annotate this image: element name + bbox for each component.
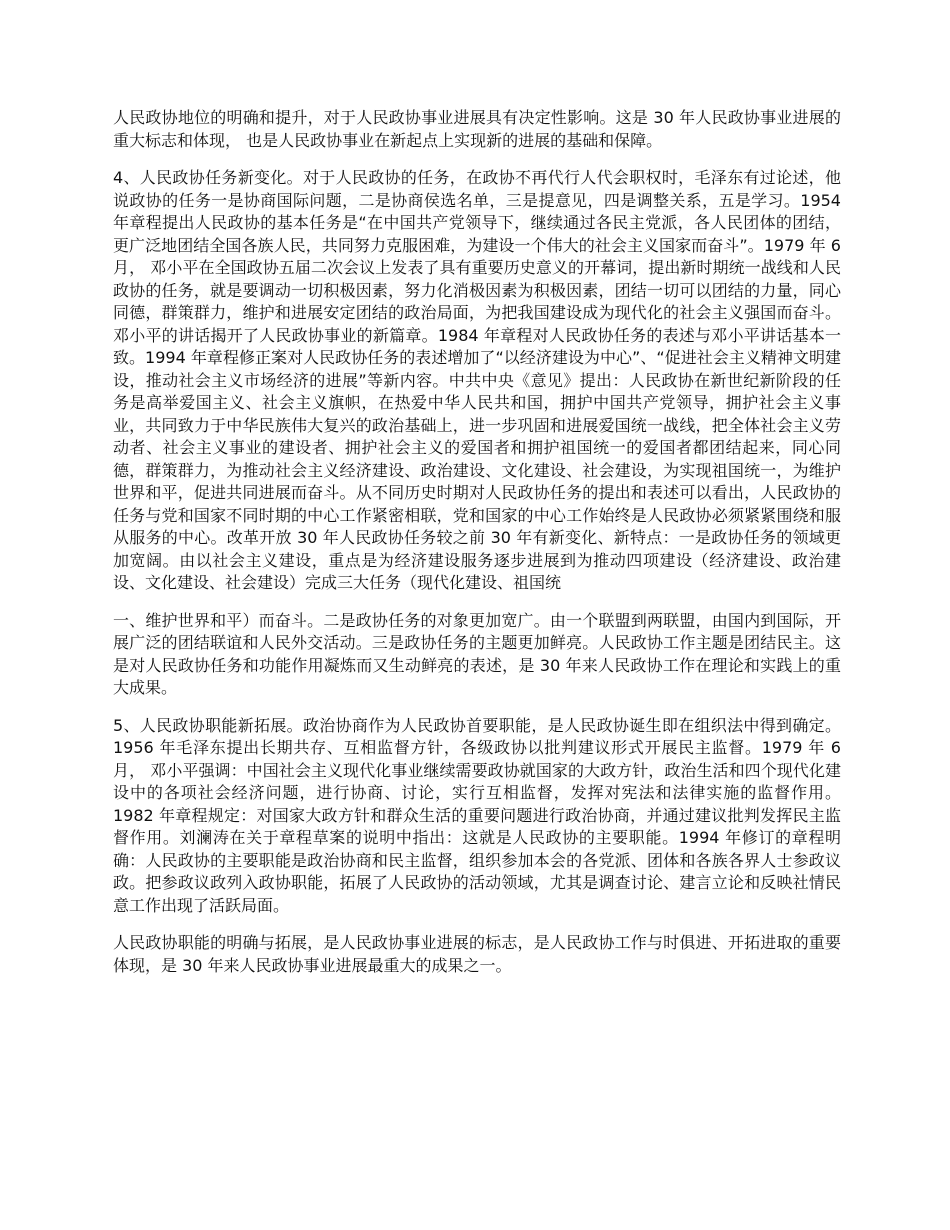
paragraph-section-4-continued: 一、维护世界和平）而奋斗。二是政协任务的对象更加宽广。由一个联盟到两联盟，由国内到国际，开展广泛的团结联谊和人民外交活动。三是政协任务的主题更加鲜亮。人民政协工作主题是团结民主。这是对人民政协任务和功能作用凝炼而又生动鲜亮的表述，是 30 年来人民政协工作在理论和实践上的重大成果。 [113,610,841,697]
paragraph-section-4-tasks: 4、人民政协任务新变化。对于人民政协的任务，在政协不再代行人代会职权时，毛泽东有过论述，他说政协的任务一是协商国际问题，二是协商侯选名单，三是提意见，四是调整关系，五是学习。1954 年章程提出人民政协的基本任务是“在中国共产党领导下，继续通过各民主党派，各人民团体的团结，更广泛地团结全国各族人民，共同努力克服困难，为建设一个伟大的社会主义国家而奋斗”。1979 年 6 月， 邓小平在全国政协五届二次会议上发表了具有重要历史意义的开幕词，提出新时期统一战线和人民政协的任务，就是要调动一切积极因素，努力化消极因素为积极因素，团结一切可以团结的力量，同心同德，群策群力，维护和进展安定团结的政治局面，为把我国建设成为现代化的社会主义强国而奋斗。邓小平的讲话揭开了人民政协事业的新篇章。1984 年章程对人民政协任务的表述与邓小平讲话基本一致。1994 年章程修正案对人民政协任务的表述增加了“以经济建设为中心”、“促进社会主义精神文明建设，推动社会主义市场经济的进展”等新内容。中共中央《意见》提出：人民政协在新世纪新阶段的任务是高举爱国主义、社会主义旗帜，在热爱中华人民共和国，拥护中国共产党领导，拥护社会主义事业，共同致力于中华民族伟大复兴的政治基础上，进一步巩固和进展爱国统一战线，把全体社会主义劳动者、社会主义事业的建设者、拥护社会主义的爱国者和拥护祖国统一的爱国者都团结起来，同心同德，群策群力，为推动社会主义经济建设、政治建设、文化建设、社会建设，为实现祖国统一，为维护世界和平，促进共同进展而奋斗。从不同历史时期对人民政协任务的提出和表述可以看出，人民政协的任务与党和国家不同时期的中心工作紧密相联，党和国家的中心工作始终是人民政协必须紧紧围绕和服从服务的中心。改革开放 30 年人民政协任务较之前 30 年有新变化、新特点：一是政协任务的领域更加宽阔。由以社会主义建设，重点是为经济建设服务逐步进展到为推动四项建设（经济建设、政治建设、文化建设、社会建设）完成三大任务（现代化建设、祖国统 [113,168,841,592]
paragraph-functions-conclusion: 人民政协职能的明确与拓展，是人民政协事业进展的标志，是人民政协工作与时俱进、开拓进取的重要体现，是 30 年来人民政协事业进展最重大的成果之一。 [113,933,841,975]
document-page [113,107,841,977]
paragraph-section-5-functions: 5、人民政协职能新拓展。政治协商作为人民政协首要职能，是人民政协诞生即在组织法中得到确定。1956 年毛泽东提出长期共存、互相监督方针，各级政协以批判建议形式开展民主监督。1979 年 6 月， 邓小平强调：中国社会主义现代化事业继续需要政协就国家的大政方针，政治生活和四个现代化建设中的各项社会经济问题，进行协商、讨论，实行互相监督，发挥对宪法和法律实施的监督作用。1982 年章程规定：对国家大政方针和群众生活的重要问题进行政治协商，并通过建议批判发挥民主监督作用。刘澜涛在关于章程草案的说明中指出：这就是人民政协的主要职能。1994 年修订的章程明确：人民政协的主要职能是政治协商和民主监督，组织参加本会的各党派、团体和各族各界人士参政议政。把参政议政列入政协职能，拓展了人民政协的活动领域，尤其是调查讨论、建言立论和反映社情民意工作出现了活跃局面。 [113,715,841,915]
paragraph-status-significance: 人民政协地位的明确和提升，对于人民政协事业进展具有决定性影响。这是 30 年人民政协事业进展的重大标志和体现， 也是人民政协事业在新起点上实现新的进展的基础和保障。 [113,108,841,150]
